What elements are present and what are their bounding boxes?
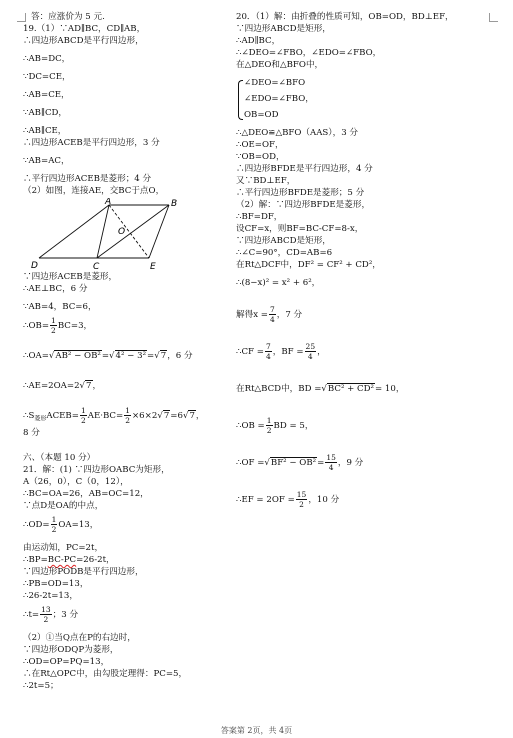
fraction: $\frac{1}{2}$ [51,515,57,534]
solution-line: 又∵BD⊥EF， [236,176,296,186]
solution-line: ∵AB∥CD， [23,108,68,118]
solution-line: ∴BC=OA=26，AB=OC=12， [23,489,149,499]
formula-line-cf-bf: ∴CF = $\frac{7}{4}$ ，BF = $\frac{25}{4}$ ， [236,342,326,361]
formula-line-oa: ∴OA=√AB² − OB²=√4² − 3²=√7，6 分 [23,351,193,361]
solution-line: ∵四边形ABCD是矩形， [236,236,331,246]
solution-line: ∵OB=OD， [236,152,285,162]
q19-header: 19.（1）∵AD∥BC，CD∥AB， [23,24,146,34]
fraction: $\frac{13}{2}$ [41,605,51,624]
equation-system [236,78,491,122]
solution-line: ∴平行四边形BFDE是菱形；5 分 [236,188,365,198]
fraction: $\frac{1}{2}$ [125,406,130,425]
solution-line: ∵DC=CE， [23,72,71,82]
solution-line: ∴在Rt△OPC中，由勾股定理得：PC=5， [23,669,188,679]
solution-line: ∴26-2t=13， [23,591,78,601]
right-column [236,12,491,512]
fraction: $\frac{7}{4}$ [265,342,271,361]
solution-line: ∵四边形ACEB是菱形， [23,272,118,282]
label-B: B [171,199,178,209]
solution-line: ∵点D是OA的中点， [23,501,104,511]
solution-line: ∴AB=DC， [23,54,71,64]
solution-line: ∴四边形BFDE是平行四边形，4 分 [236,164,373,174]
formula-line-ob: ∴OB = $\frac{1}{2}$ BD = 5， [236,416,314,435]
answer-line: 答：应涨价为 5 元. [31,12,105,22]
solution-line: ∵四边形ABCD是矩形， [236,24,331,34]
solution-line: ∴2t=5； [23,681,59,691]
solution-line: ∴AE⊥BC，6 分 [23,284,88,294]
left-column [23,12,228,693]
solution-line: （2）①当Q点在P的右边时， [23,633,136,643]
solution-line: ∴BP=BC-PC=26-2t， [23,555,115,565]
formula-line-od: ∴OD= $\frac{1}{2}$ OA=13， [23,515,99,534]
solution-line: ∴∠DEO=∠FBO，∠EDO=∠FBO， [236,48,382,58]
fraction: $\frac{15}{4}$ [326,453,336,472]
solution-line: ∵四边形PODB是平行四边形， [23,567,144,577]
solution-line: ∴OE=OF， [236,140,284,150]
solution-line: A（26，0），C（0，12）， [23,477,129,487]
solution-line: ∴(8−x)² = x² + 6²， [236,278,321,288]
solution-line: ∵四边形ODQP为菱形， [23,645,119,655]
solution-line: ∴BF=DF， [236,212,283,222]
label-E: E [150,262,156,272]
label-C: C [93,262,100,272]
fraction: $\frac{1}{2}$ [80,406,86,425]
solution-line: ∴平行四边形ACEB是菱形；4 分 [23,174,152,184]
score-line: 8 分 [23,428,40,438]
solution-line: ∴AB=CE， [23,90,70,100]
formula-line-of: ∴OF =√BF² − OB²= $\frac{15}{4}$ ，9 分 [236,453,364,472]
segment-BE [149,205,169,258]
rhombus-figure [29,198,189,272]
page-footer: 答案第 2页，共 4页 [220,726,293,735]
formula-line-area: $\therefore S_{菱形}ACEB=$ $\frac{1}{2}$ AE·BC= $\frac{1}{2}$ ×6×2√7=6√7， [23,406,205,425]
solution-line: ∵AB=AC， [23,156,70,166]
solution-line: 在△DEO和△BFO中， [236,60,324,70]
formula-line-ef: ∴EF = 2OF = $\frac{15}{2}$ ，10 分 [236,490,340,509]
fraction: $\frac{15}{2}$ [296,490,307,509]
solution-line: ∴△DEO≌△BFO（AAS），3 分 [236,128,358,138]
solution-line: ∴四边形ABCD是平行四边形， [23,36,144,46]
formula-line-t: ∴t= $\frac{13}{2}$ ；3 分 [23,605,79,624]
fraction: $\frac{1}{2}$ [266,416,272,435]
section-header: 六、（本题 10 分） [23,453,96,463]
system-line: OB=OD [244,110,279,120]
formula-line-bd: 在Rt△BCD中，BD =√BC² + CD²= 10， [236,384,405,394]
system-line: ∠EDO=∠FBO， [244,94,314,104]
q21-header: 21．解：(1) ∵四边形OABC为矩形， [23,465,170,475]
fraction: $\frac{1}{2}$ [51,316,56,335]
solution-line: ∴OD=OP=PQ=13， [23,657,110,667]
system-line: ∠DEO=∠BFO [244,78,306,88]
label-A: A [105,198,112,207]
fraction: $\frac{25}{4}$ [305,342,316,361]
q20-header: 20．（1）解：由折叠的性质可知，OB=OD，BD⊥EF， [236,12,454,22]
formula-line-x: 解得x = $\frac{7}{4}$ ，7 分 [236,305,303,324]
solution-line: ∴PB=OD=13， [23,579,89,589]
solution-line: （2）如图，连接AE，交BC于点O， [23,186,165,196]
fraction: $\frac{7}{4}$ [269,305,275,324]
label-O: O [118,227,126,237]
solution-line: ∴∠C=90°，CD=AB=6 [236,248,333,258]
solution-line: （2）解：∵四边形BFDE是菱形， [236,200,371,210]
segment-CB [97,205,169,258]
solution-line: ∴四边形ACEB是平行四边形，3 分 [23,138,160,148]
solution-line: ∴AB∥CE， [23,126,67,136]
solution-line: 在Rt△DCF中，DF² = CF² + CD²， [236,260,381,270]
solution-line: ∵AB=4，BC=6， [23,302,97,312]
formula-line-ae: ∴AE=2OA=2√7， [23,381,102,391]
formula-line-ob: ∴OB= $\frac{1}{2}$ BC=3， [23,316,93,335]
label-D: D [31,261,38,271]
solution-line: ∴AD∥BC， [236,36,281,46]
segment-AE-dashed [109,205,149,258]
solution-line: 由运动知，PC=2t， [23,543,104,553]
solution-line: 设CF=x，则BF=BC-CF=8-x， [236,224,364,234]
